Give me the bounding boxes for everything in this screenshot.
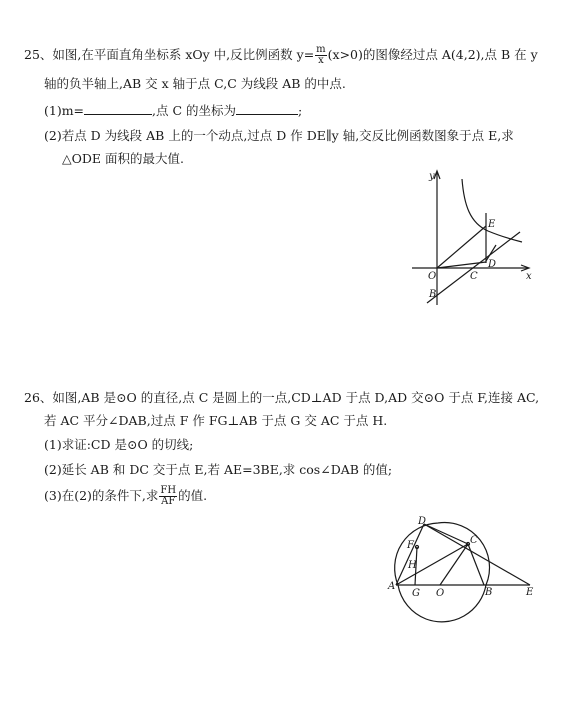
q25-answer-blank-m[interactable] bbox=[84, 102, 152, 115]
hyperbola-curve bbox=[462, 179, 522, 242]
q26-line-4: (2)延长 AB 和 DC 交于点 E,若 AE=3BE,求 cos∠DAB 的值; bbox=[44, 462, 393, 477]
q26-frac-num: FH bbox=[160, 485, 177, 496]
q26-line-5 bbox=[44, 486, 207, 507]
q26-text-5a: (3)在(2)的条件下,求 bbox=[44, 488, 159, 503]
line-oe bbox=[437, 226, 486, 268]
q25-line-3 bbox=[44, 102, 302, 120]
q26-fraction bbox=[159, 486, 177, 507]
q25-figure bbox=[400, 165, 540, 310]
label-y: y bbox=[429, 171, 435, 182]
q25-line-2: 轴的负半轴上,AB 交 x 轴于点 C,C 为线段 AB 的中点. bbox=[44, 76, 346, 91]
label-b: B bbox=[429, 289, 437, 300]
q25-frac-num: m bbox=[316, 44, 326, 55]
label-f: F bbox=[407, 540, 414, 551]
label-x: x bbox=[526, 271, 532, 282]
q25-line-1 bbox=[24, 45, 538, 66]
label-d: D bbox=[418, 516, 427, 527]
label-h: H bbox=[408, 560, 417, 571]
q25-fraction bbox=[315, 45, 326, 66]
q25-line-5: △ODE 面积的最大值. bbox=[62, 151, 184, 166]
line-cb bbox=[468, 544, 484, 585]
line-ad bbox=[396, 524, 424, 585]
q26-line-1: 26、如图,AB 是⊙O 的直径,点 C 是圆上的一点,CD⊥AD 于点 D,AD 交⊙O 于点 F,连接 AC, bbox=[24, 390, 540, 405]
q26-frac-den: AF bbox=[161, 496, 176, 507]
label-c: C bbox=[470, 271, 478, 282]
label-d: D bbox=[488, 259, 497, 270]
q25-text-3b: ,点 C 的坐标为 bbox=[152, 103, 237, 118]
q26-line-2: 若 AC 平分∠DAB,过点 F 作 FG⊥AB 于点 G 交 AC 于点 H. bbox=[44, 413, 388, 428]
q25-text-1b: (x>0)的图像经过点 A(4,2),点 B 在 y bbox=[327, 47, 538, 62]
line-dc-e bbox=[424, 524, 530, 585]
label-e: E bbox=[488, 219, 496, 230]
q25-text-1a: 25、如图,在平面直角坐标系 xOy 中,反比例函数 y= bbox=[24, 47, 315, 62]
q25-text-3c: ; bbox=[298, 103, 303, 118]
label-a: A bbox=[388, 581, 396, 592]
q25-text-3a: (1)m= bbox=[44, 103, 85, 118]
label-b: B bbox=[485, 587, 493, 598]
q26-text-5b: 的值. bbox=[178, 488, 208, 503]
label-c: C bbox=[470, 535, 478, 546]
label-o: O bbox=[428, 271, 437, 282]
q25-frac-den: x bbox=[318, 55, 324, 66]
line-oc bbox=[440, 544, 468, 585]
q25-line-4: (2)若点 D 为线段 AB 上的一个动点,过点 D 作 DE∥y 轴,交反比例函数图象于点 E,求 bbox=[44, 128, 514, 143]
q26-line-3: (1)求证:CD 是⊙O 的切线; bbox=[44, 437, 194, 452]
line-od bbox=[437, 262, 486, 268]
label-g: G bbox=[412, 588, 420, 599]
label-o: O bbox=[436, 588, 445, 599]
q25-answer-blank-c[interactable] bbox=[236, 102, 298, 115]
line-dc bbox=[424, 524, 468, 544]
q26-figure bbox=[390, 515, 540, 625]
label-e: E bbox=[526, 587, 534, 598]
